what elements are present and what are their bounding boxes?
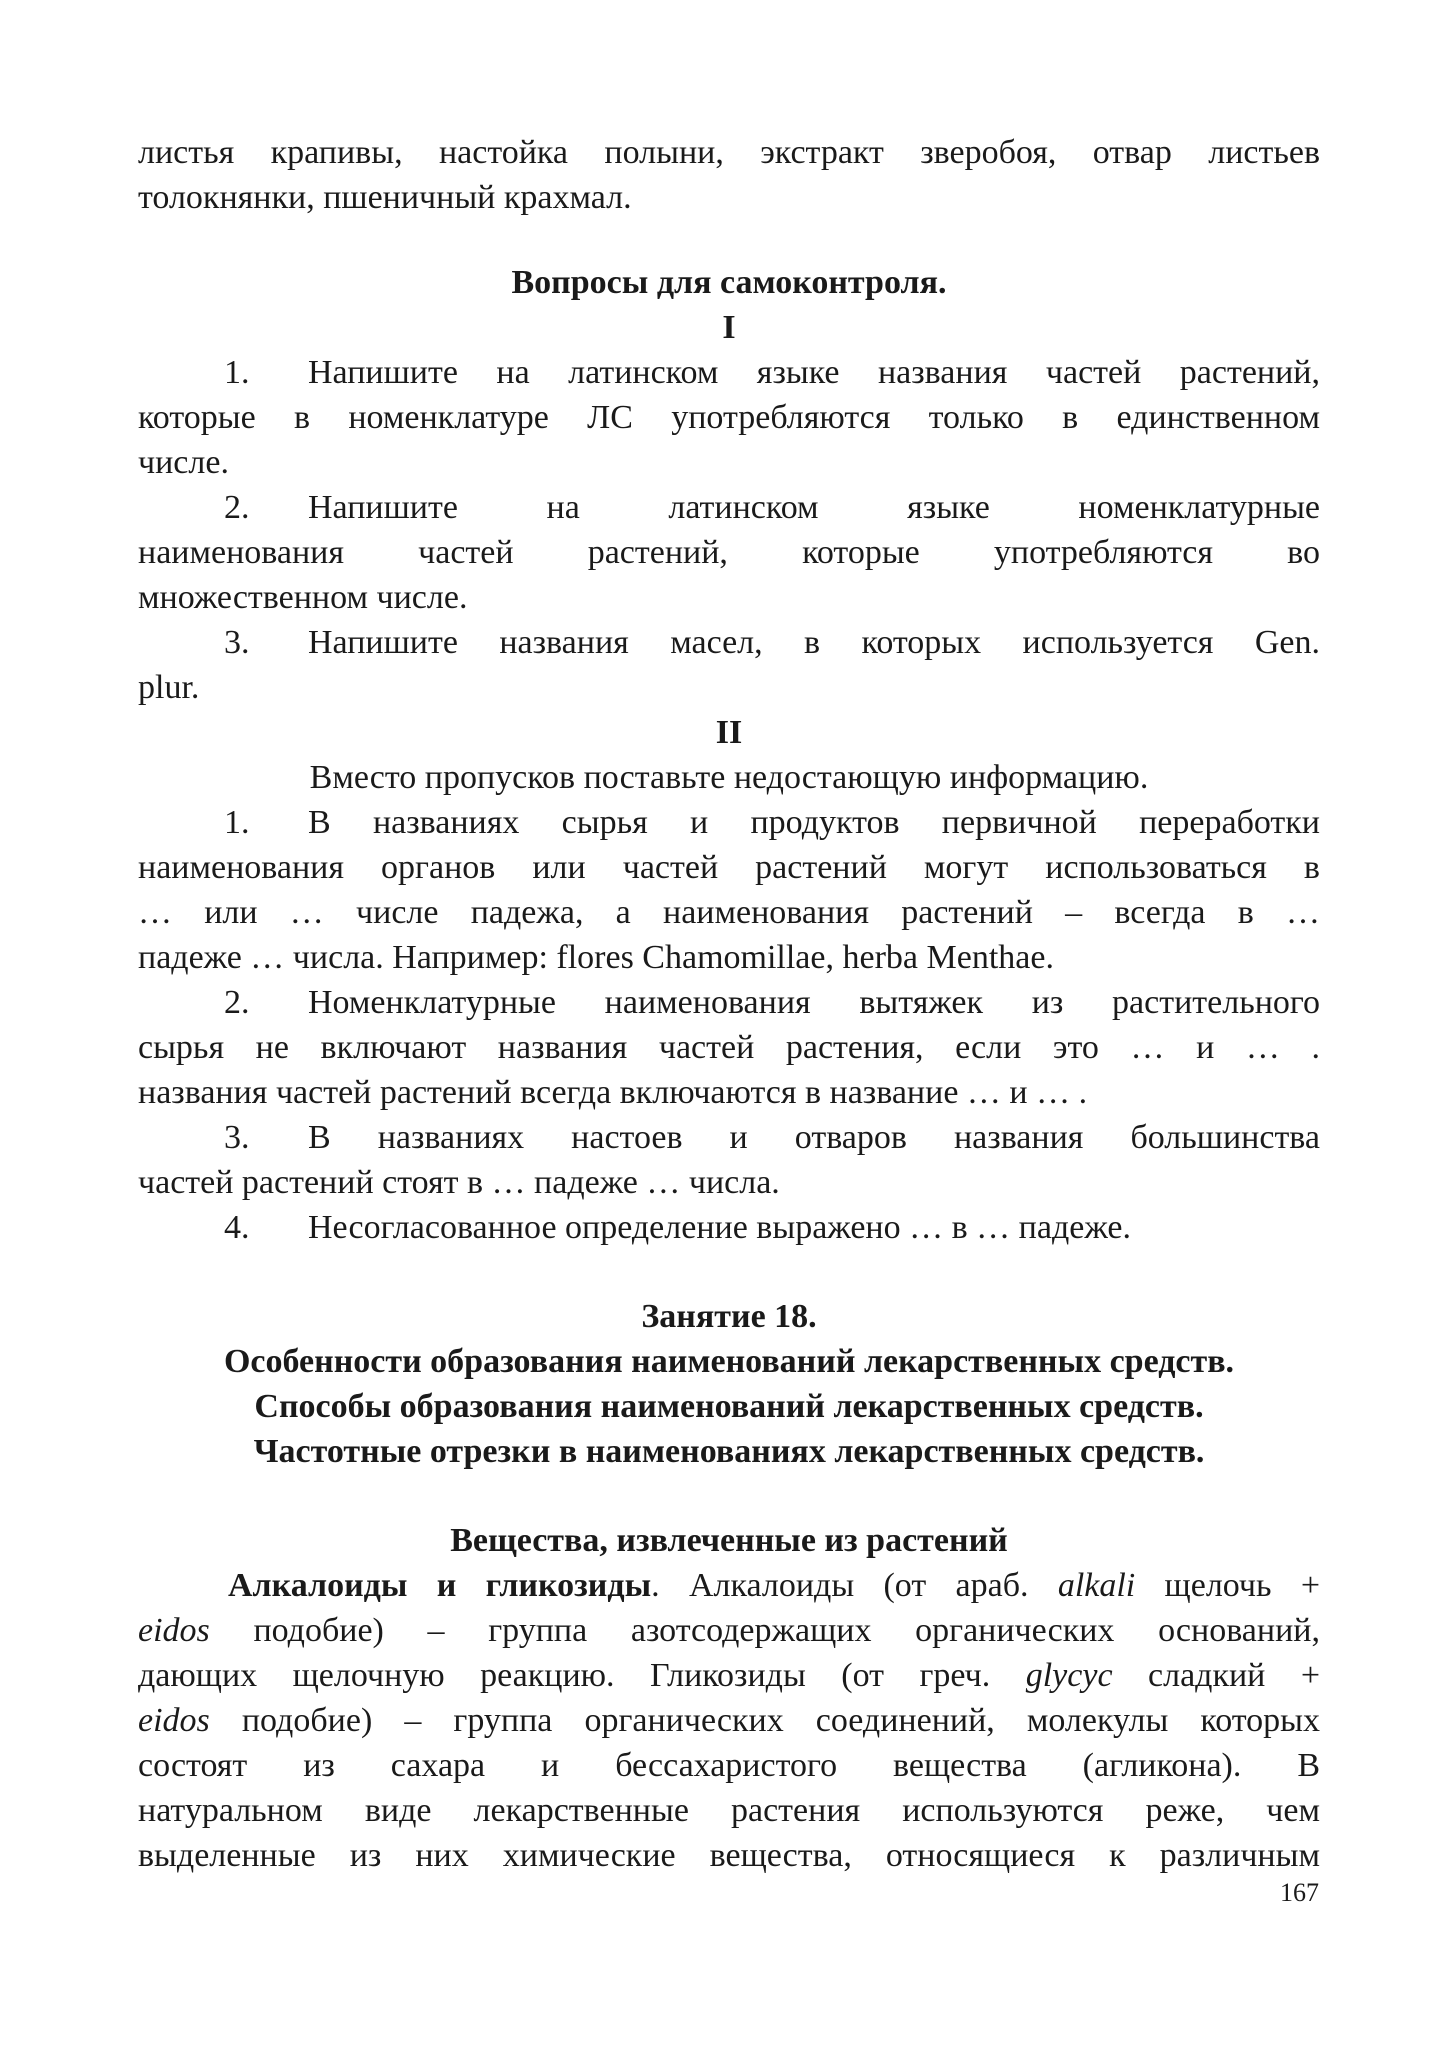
part-2-numeral: II: [715, 714, 743, 751]
question-number: 3.: [224, 1119, 250, 1156]
lesson-subtitle: Способы образования наименований лекарственных средств.: [254, 1388, 1204, 1425]
question-line: числе.: [138, 444, 229, 481]
body-line: Алкалоиды и гликозиды. Алкалоиды (от араб. alkali щелочь +: [228, 1567, 1321, 1604]
page-content: [138, 130, 1320, 1878]
question-number: 2.: [224, 984, 250, 1021]
question-line: названия частей растений всегда включаются в название … и … .: [138, 1074, 1088, 1111]
question-line: 1. В названиях сырья и продуктов первичной переработки: [138, 800, 1320, 845]
question-number: 4.: [224, 1209, 250, 1246]
self-control-title: Вопросы для самоконтроля.: [511, 264, 947, 301]
question-line: 3. Напишите названия масел, в которых используется Gen.: [138, 620, 1320, 665]
question-line: … или … числе падежа, а наименования растений – всегда в …: [138, 894, 1320, 931]
part-1-numeral: I: [722, 309, 736, 346]
question-number: 2.: [224, 489, 250, 526]
question-line: 4. Несогласованное определение выражено … в … падеже.: [138, 1205, 1320, 1250]
part-2-intro: Вместо пропусков поставьте недостающую информацию.: [309, 759, 1149, 796]
question-line: 2. Номенклатурные наименования вытяжек из растительного: [138, 980, 1320, 1025]
paragraph-line: листья крапивы, настойка полыни, экстракт зверобоя, отвар листьев: [138, 134, 1320, 171]
question-number: 1.: [224, 804, 250, 841]
body-line: натуральном виде лекарственные растения используются реже, чем: [138, 1792, 1320, 1829]
question-line: 3. В названиях настоев и отваров названия большинства: [138, 1115, 1320, 1160]
question-number: 3.: [224, 624, 250, 661]
question-line: 1. Напишите на латинском языке названия частей растений,: [138, 350, 1320, 395]
question-number: 1.: [224, 354, 250, 391]
question-line: plur.: [138, 669, 200, 706]
term: eidos: [138, 1702, 210, 1739]
question-line: падеже … числа. Например: flores Chamomillae, herba Menthae.: [138, 939, 1054, 976]
question-line: наименования частей растений, которые употребляются во: [138, 534, 1320, 571]
body-line: eidos подобие) – группа органических соединений, молекулы которых: [138, 1702, 1320, 1739]
question-line: наименования органов или частей растений могут использоваться в: [138, 849, 1320, 886]
body-line: состоят из сахара и бессахаристого вещества (агликона). В: [138, 1747, 1320, 1784]
question-line: сырья не включают названия частей растения, если это … и … .: [138, 1029, 1320, 1066]
term: eidos: [138, 1612, 210, 1649]
section-lead: Алкалоиды и гликозиды: [228, 1567, 652, 1604]
term: alkali: [1057, 1567, 1136, 1604]
section-title: Вещества, извлеченные из растений: [450, 1522, 1008, 1559]
body-line: eidos подобие) – группа азотсодержащих органических оснований,: [138, 1612, 1320, 1649]
lesson-subtitle: Частотные отрезки в наименованиях лекарственных средств.: [253, 1433, 1205, 1470]
lesson-subtitle: Особенности образования наименований лекарственных средств.: [223, 1343, 1235, 1380]
lesson-title: Занятие 18.: [641, 1298, 817, 1335]
page-number: 167: [1280, 1878, 1319, 1907]
question-line: частей растений стоят в … падеже … числа.: [138, 1164, 780, 1201]
question-line: которые в номенклатуре ЛС употребляются только в единственном: [138, 399, 1320, 436]
body-line: дающих щелочную реакцию. Гликозиды (от греч. glycyc сладкий +: [138, 1657, 1320, 1694]
paragraph-line: толокнянки, пшеничный крахмал.: [138, 179, 632, 216]
term: glycyc: [1025, 1657, 1113, 1694]
question-line: множественном числе.: [138, 579, 468, 616]
question-line: 2. Напишите на латинском языке номенклатурные: [138, 485, 1320, 530]
body-line: выделенные из них химические вещества, относящиеся к различным: [138, 1837, 1320, 1874]
